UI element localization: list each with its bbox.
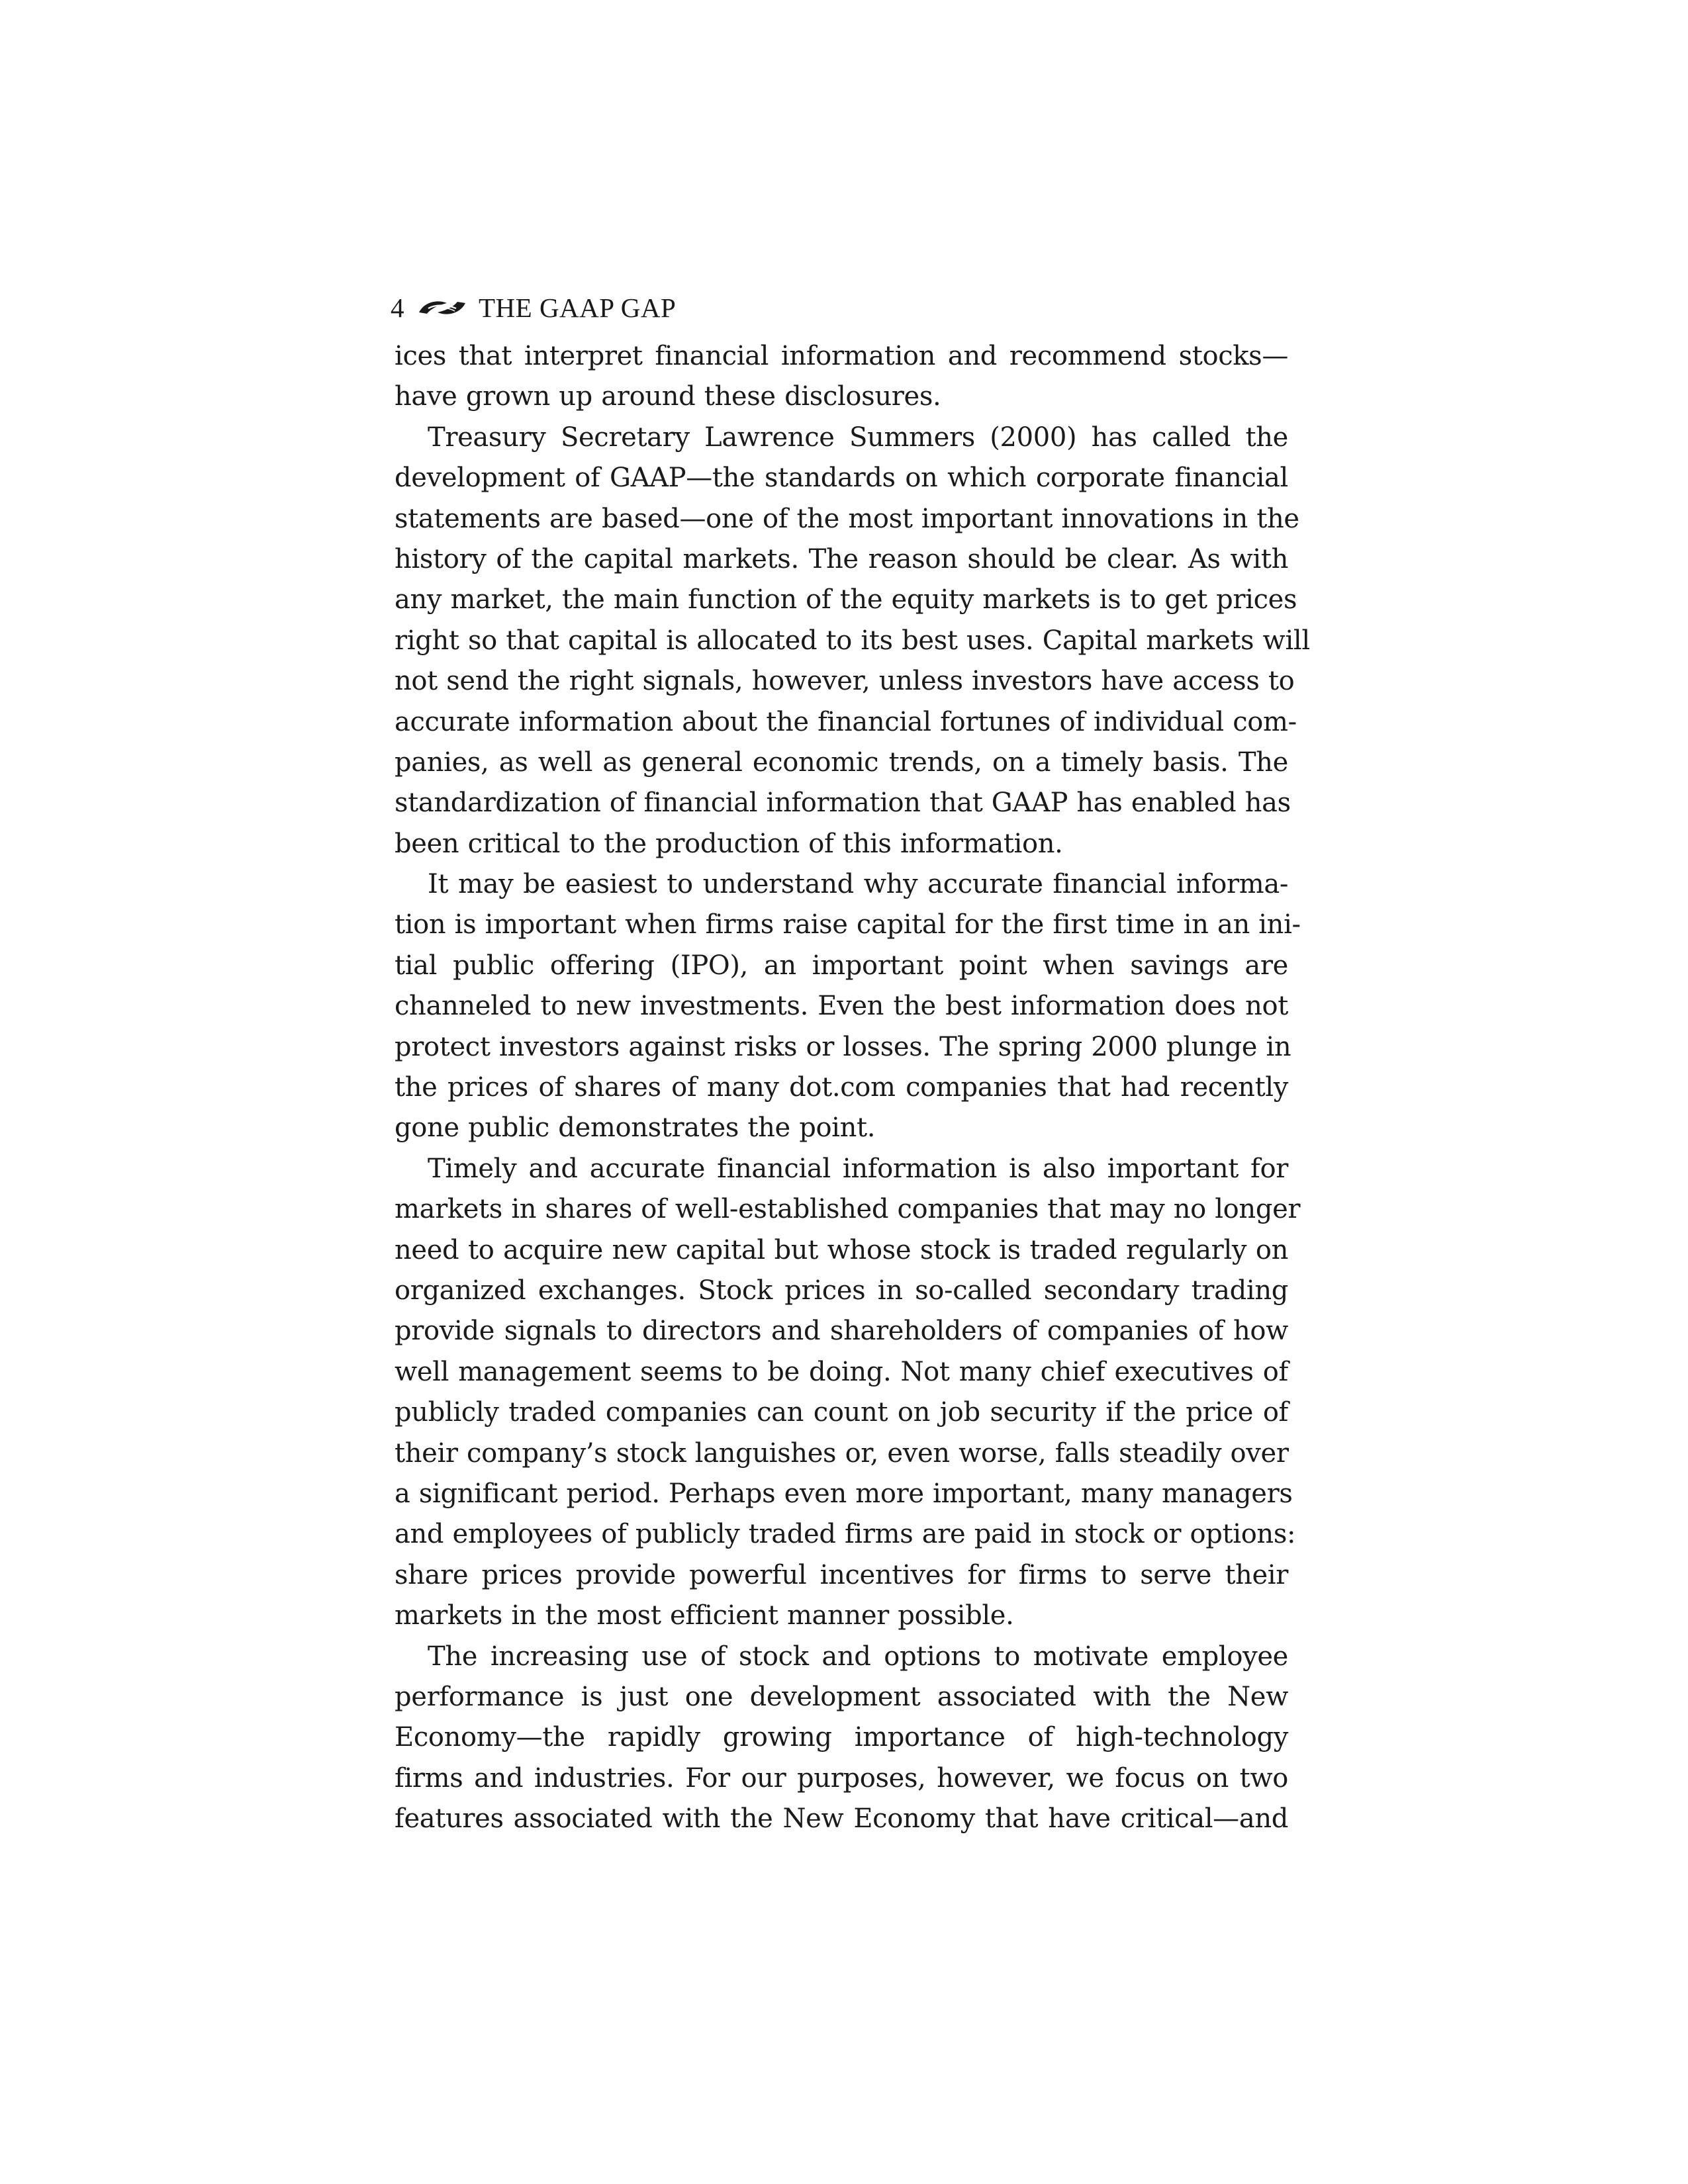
text-line: organized exchanges. Stock prices in so-called secondary trading — [395, 1275, 1288, 1306]
text-line: It may be easiest to understand why accurate financial informa- — [428, 869, 1288, 900]
text-line: Economy—the rapidly growing importance of high-technology — [395, 1722, 1288, 1753]
text-line: history of the capital markets. The reason should be clear. As with — [395, 543, 1288, 574]
text-line: gone public demonstrates the point. — [395, 1113, 876, 1144]
text-line: their company’s stock languishes or, even worse, falls steadily over — [395, 1437, 1289, 1469]
running-head — [391, 290, 676, 326]
text-line: right so that capital is allocated to its best uses. Capital markets will — [395, 625, 1310, 656]
text-line: any market, the main function of the equity markets is to get prices — [395, 584, 1297, 615]
leaf-ornament-icon — [418, 298, 467, 318]
text-line: channeled to new investments. Even the best information does not — [395, 991, 1288, 1022]
text-line: publicly traded companies can count on job security if the price of — [395, 1397, 1288, 1428]
text-line: need to acquire new capital but whose stock is traded regularly on — [395, 1234, 1288, 1265]
text-line: Treasury Secretary Lawrence Summers (2000) has called the — [428, 422, 1288, 453]
text-line: tion is important when firms raise capital for the first time in an ini- — [395, 909, 1301, 940]
body-text — [395, 336, 1310, 1839]
text-line: a significant period. Perhaps even more important, many managers — [395, 1478, 1293, 1509]
text-line: standardization of financial information that GAAP has enabled has — [395, 788, 1291, 819]
text-line: accurate information about the financial fortunes of individual com- — [395, 706, 1297, 737]
text-line: and employees of publicly traded firms are paid in stock or options: — [395, 1519, 1296, 1550]
text-line: have grown up around these disclosures. — [395, 381, 941, 412]
text-line: panies, as well as general economic trends, on a timely basis. The — [395, 747, 1288, 778]
text-line: development of GAAP—the standards on which corporate financial — [395, 463, 1288, 494]
paragraph — [395, 418, 1310, 864]
text-line: the prices of shares of many dot.com companies that had recently — [395, 1072, 1288, 1103]
text-line: protect investors against risks or losses. The spring 2000 plunge in — [395, 1031, 1291, 1062]
text-line: Timely and accurate financial information is also important for — [428, 1153, 1288, 1184]
text-line: The increasing use of stock and options to motivate employee — [428, 1641, 1288, 1672]
text-line: statements are based—one of the most important innovations in the — [395, 503, 1299, 534]
text-line: features associated with the New Economy that have critical—and — [395, 1803, 1288, 1835]
page-number: 4 — [391, 293, 404, 323]
paragraph — [395, 336, 1288, 418]
paragraph — [395, 864, 1301, 1149]
text-line: performance is just one development associated with the New — [395, 1681, 1288, 1712]
text-line: ices that interpret financial information and recommend stocks— — [395, 341, 1288, 371]
text-line: not send the right signals, however, unless investors have access to — [395, 666, 1295, 697]
text-line: firms and industries. For our purposes, however, we focus on two — [395, 1762, 1288, 1794]
paragraph — [395, 1637, 1288, 1840]
text-line: markets in shares of well-established companies that may no longer — [395, 1194, 1301, 1225]
text-line: well management seems to be doing. Not many chief executives of — [395, 1356, 1288, 1387]
text-line: tial public offering (IPO), an important point when savings are — [395, 950, 1288, 981]
text-line: provide signals to directors and shareholders of companies of how — [395, 1316, 1288, 1347]
text-line: been critical to the production of this information. — [395, 828, 1063, 859]
running-head-title: THE GAAP GAP — [479, 293, 677, 323]
paragraph — [395, 1149, 1301, 1637]
text-line: markets in the most efficient manner possible. — [395, 1600, 1014, 1631]
text-line: share prices provide powerful incentives for firms to serve their — [395, 1559, 1288, 1590]
